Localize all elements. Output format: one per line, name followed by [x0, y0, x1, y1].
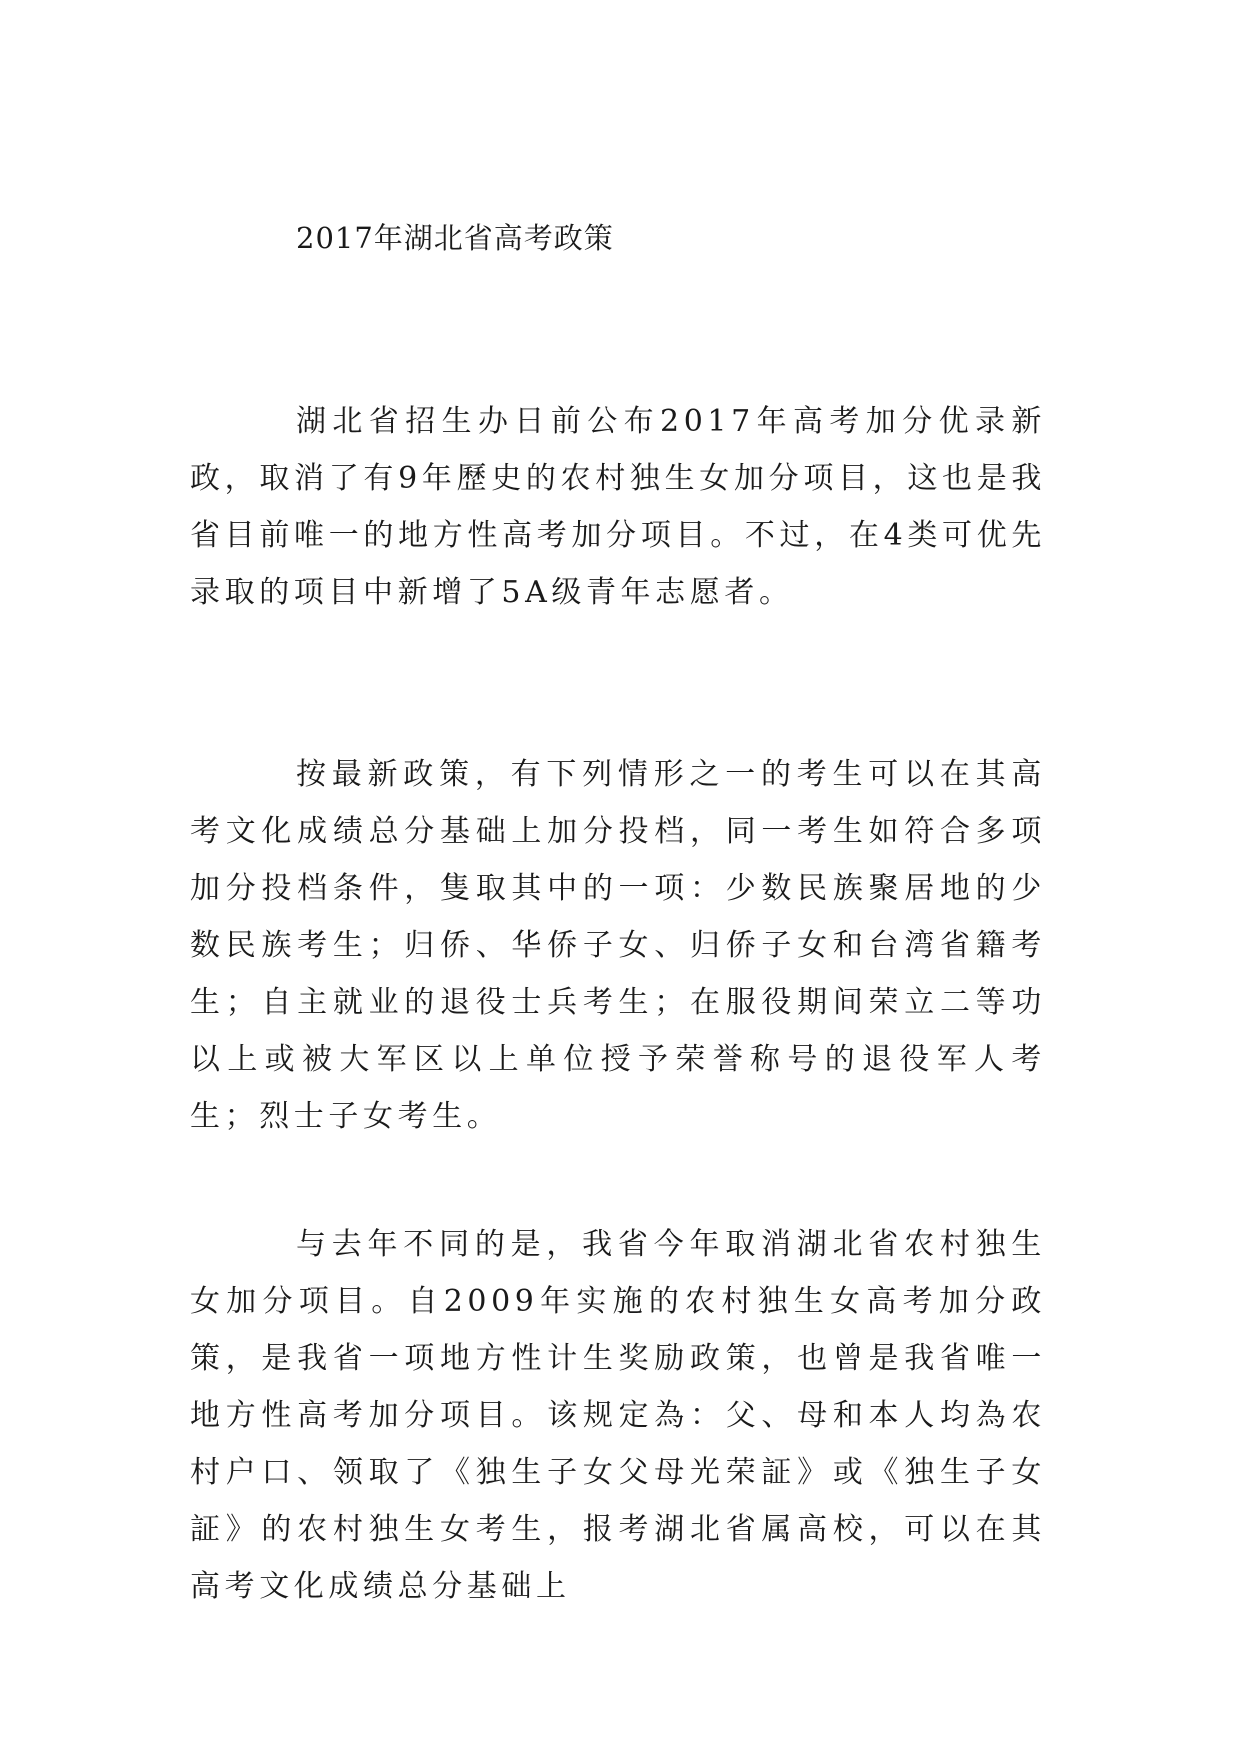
document-title: 2017年湖北省高考政策 [296, 221, 614, 255]
paragraph-2: 按最新政策，有下列情形之一的考生可以在其高考文化成绩总分基础上加分投档，同一考生如符合多项加分投档条件，隻取其中的一项：少数民族聚居地的少数民族考生；归侨、华侨子女、归侨子女和台湾省籍考生；自主就业的退役士兵考生；在服役期间荣立二等功以上或被大军区以上单位授予荣誉称号的退役军人考生；烈士子女考生。 [190, 757, 1046, 1134]
paragraph-3: 与去年不同的是，我省今年取消湖北省农村独生女加分项目。自2009年实施的农村独生女高考加分政策，是我省一项地方性计生奖励政策，也曾是我省唯一地方性高考加分项目。该规定為：父、母和本人均為农村户口、领取了《独生子女父母光荣証》或《独生子女証》的农村独生女考生，报考湖北省属高校，可以在其高考文化成绩总分基础上 [190, 1227, 1046, 1604]
paragraph-1: 湖北省招生办日前公布2017年高考加分优录新政，取消了有9年歷史的农村独生女加分项目，这也是我省目前唯一的地方性高考加分项目。不过，在4类可优先录取的项目中新增了5A级青年志愿者。 [190, 404, 1046, 610]
